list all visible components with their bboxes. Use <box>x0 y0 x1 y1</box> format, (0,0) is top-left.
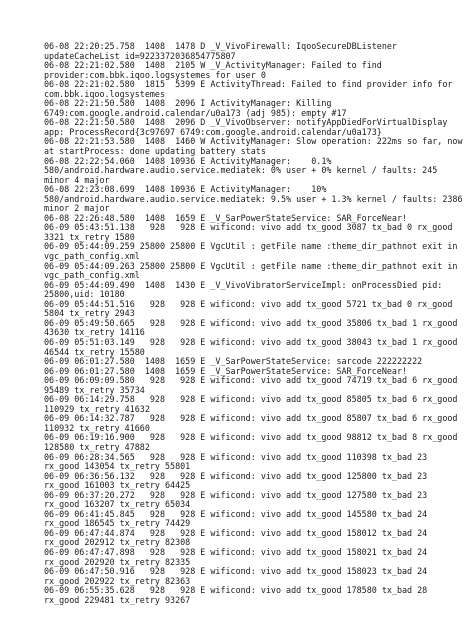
log-line: 06-09 06:01:27.580 1408 1659 E _V_SarPowerStateService: SAR_ForceNear! <box>44 365 408 376</box>
log-line: 06-08 22:21:02.580 1815 5399 E ActivityThread: Failed to find provider info for <box>44 79 453 90</box>
log-line: 06-09 06:01:27.580 1408 1659 E _V_SarPowerStateService: sarcode 222222222 <box>44 356 423 367</box>
log-line: rx_good 186545 tx_retry 74429 <box>44 518 191 529</box>
log-line: updateCacheList id=9223372036854775807 <box>44 50 236 61</box>
log-line: 46544 tx_retry 15580 <box>44 346 145 357</box>
log-line: 5804 tx_retry 2943 <box>44 308 135 319</box>
log-line: at startProcess: done updating battery stats <box>44 146 266 157</box>
log-line: rx_good 163207 tx_retry 65034 <box>44 499 191 510</box>
log-line: provider:com.bbk.iqoo.logsystemes for user 0 <box>44 69 266 80</box>
log-line: minor 4 major <box>44 174 110 185</box>
log-line: 43630 tx_retry 14116 <box>44 327 145 338</box>
log-line: 110932 tx_retry 41660 <box>44 422 150 433</box>
log-line: vgc_path_config.xml <box>44 251 140 262</box>
log-line: rx_good 202920 tx_retry 82335 <box>44 556 191 567</box>
log-line: 06-09 05:44:51.516 928 928 E wificond: vivo add tx_good 5721 tx_bad 0 rx_good <box>44 298 453 309</box>
log-line: 06-08 22:26:48.580 1408 1659 E _V_SarPowerStateService: SAR_ForceNear! <box>44 212 408 223</box>
log-line: minor 2 major <box>44 203 110 214</box>
log-line: 06-09 05:44:09.490 1408 1430 E _V_VivoVibratorServiceImpl: onProcessDied pid: <box>44 279 443 290</box>
log-text-block <box>44 42 464 605</box>
log-line: 06-09 06:09:09.580 928 928 E wificond: vivo add tx_good 74719 tx_bad 6 rx_good <box>44 375 458 386</box>
log-line: rx_good 229481 tx_retry 93267 <box>44 594 191 605</box>
log-line: 6749:com.google.android.calendar/u0a173 (adj 985): empty #17 <box>44 107 347 118</box>
log-line: rx_good 202912 tx_retry 82308 <box>44 537 191 548</box>
log-line: 06-09 06:14:32.787 928 928 E wificond: vivo add tx_good 85807 tx_bad 6 rx_good <box>44 413 458 424</box>
log-line: rx_good 202922 tx_retry 82363 <box>44 575 191 586</box>
log-line: 06-08 22:21:53.580 1408 1460 W ActivityManager: Slow operation: 222ms so far, now <box>44 136 463 147</box>
log-line: 06-09 06:47:44.874 928 928 E wificond: vivo add tx_good 158012 tx_bad 24 <box>44 527 428 538</box>
log-line: app: ProcessRecord{3c97697 6749:com.google.android.calendar/u0a173} <box>44 126 382 137</box>
log-line: rx_good 143054 tx_retry 55801 <box>44 461 191 472</box>
log-line: com.bbk.iqoo.logsystemes <box>44 88 166 99</box>
log-line: 06-09 06:28:34.565 928 928 E wificond: vivo add tx_good 110398 tx_bad 23 <box>44 451 428 462</box>
log-line: 06-08 22:21:02.580 1408 2105 W _V_ActivityManager: Failed to find <box>44 60 382 71</box>
log-line: 06-09 06:55:35.628 928 928 E wificond: vivo add tx_good 178580 tx_bad 28 <box>44 585 428 596</box>
log-line: vgc_path_config.xml <box>44 270 140 281</box>
log-line: rx_good 161003 tx_retry 64425 <box>44 480 191 491</box>
log-line: 110929 tx_retry 41632 <box>44 403 150 414</box>
log-line: 3321 tx_retry 1580 <box>44 231 135 242</box>
log-line: 128580 tx_retry 47882 <box>44 441 150 452</box>
log-line: 06-09 06:36:56.132 928 928 E wificond: vivo add tx_good 125800 tx_bad 23 <box>44 470 428 481</box>
log-line: 06-09 06:41:45.845 928 928 E wificond: vivo add tx_good 145580 tx_bad 24 <box>44 508 428 519</box>
log-line: 06-09 06:14:29.758 928 928 E wificond: vivo add tx_good 85805 tx_bad 6 rx_good <box>44 394 458 405</box>
log-line: 06-09 06:19:16.900 928 928 E wificond: vivo add tx_good 98812 tx_bad 8 rx_good <box>44 432 458 443</box>
log-line: 06-09 05:44:09.259 25800 25800 E VgcUtil : getFile name :theme_dir_pathnot exit in <box>44 241 458 252</box>
log-line: 06-09 05:51:03.149 928 928 E wificond: vivo add tx_good 38043 tx_bad 1 rx_good <box>44 336 458 347</box>
log-line: 06-08 22:22:54.060 1408 10936 E ActivityManager: 0.1% <box>44 155 332 166</box>
log-line: 06-09 05:43:51.138 928 928 E wificond: vivo add tx_good 3087 tx_bad 0 rx_good <box>44 222 453 233</box>
log-line: 25800,uid: 10180 <box>44 289 125 300</box>
log-line: 06-08 22:21:50.580 1408 2096 I ActivityManager: Killing <box>44 98 332 109</box>
log-line: 06-09 06:47:47.898 928 928 E wificond: vivo add tx_good 158021 tx_bad 24 <box>44 546 428 557</box>
log-line: 95489 tx_retry 35734 <box>44 384 145 395</box>
log-line: 06-08 22:23:08.699 1408 10936 E ActivityManager: 10% <box>44 184 327 195</box>
log-line: 06-09 06:37:20.272 928 928 E wificond: vivo add tx_good 127580 tx_bad 23 <box>44 489 428 500</box>
log-line: 580/android.hardware.audio.service.mediatek: 9.5% user + 1.3% kernel / faults: 2386 <box>44 193 463 204</box>
log-line: 06-09 05:44:09.263 25800 25800 E VgcUtil : getFile name :theme_dir_pathnot exit in <box>44 260 458 271</box>
log-line: 580/android.hardware.audio.service.mediatek: 0% user + 0% kernel / faults: 245 <box>44 165 438 176</box>
log-line: 06-09 06:47:50.916 928 928 E wificond: vivo add tx_good 158023 tx_bad 24 <box>44 566 428 577</box>
log-line: 06-08 22:20:25.758 1408 1478 D _V_VivoFirewall: IqooSecureDBListener <box>44 41 397 51</box>
log-line: 06-09 05:49:50.665 928 928 E wificond: vivo add tx_good 35806 tx_bad 1 rx_good <box>44 317 458 328</box>
log-line: 06-08 22:21:50.580 1408 2096 D _V_VivoObserver: notifyAppDiedForVirtualDisplay <box>44 117 448 128</box>
